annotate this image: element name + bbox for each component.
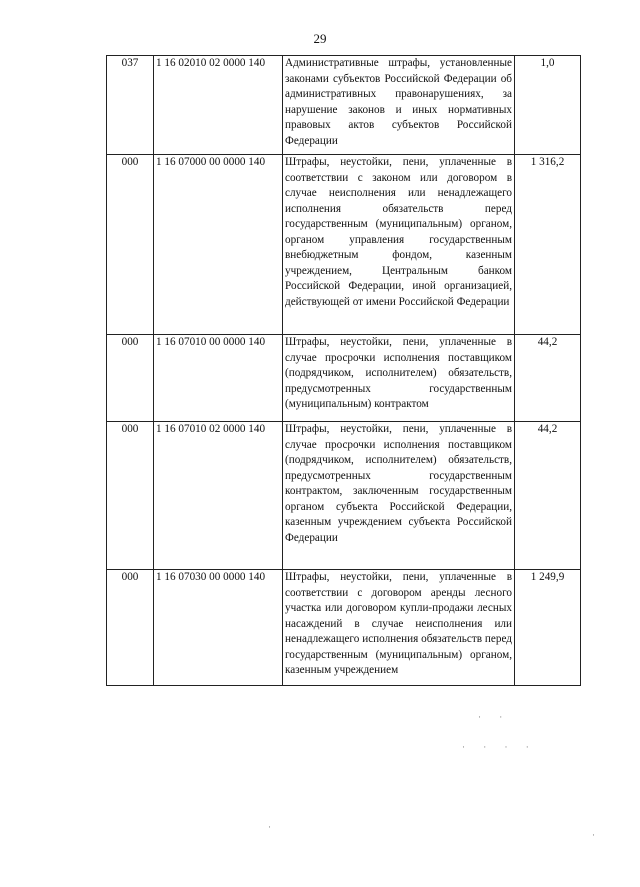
amount-cell: 1,0 [515, 56, 581, 155]
admin-code-cell: 000 [107, 155, 154, 335]
table-row [107, 155, 581, 335]
amount-cell: 1 316,2 [515, 155, 581, 335]
admin-code-cell: 000 [107, 570, 154, 686]
kbk-code-cell: 1 16 07010 00 0000 140 [154, 335, 283, 422]
table-row [107, 570, 581, 686]
admin-code-cell: 000 [107, 335, 154, 422]
kbk-code-cell: 1 16 07000 00 0000 140 [154, 155, 283, 335]
scan-specks: · [592, 830, 603, 840]
amount-cell: 44,2 [515, 422, 581, 570]
revenue-name-cell: Административные штрафы, установленные законами субъектов Российской Федерации об административных правонарушениях, за нарушение законов и иных нормативных правовых актов субъектов Российской Федерации [283, 56, 515, 155]
admin-code-cell: 037 [107, 56, 154, 155]
admin-code-cell: 000 [107, 422, 154, 570]
kbk-code-cell: 1 16 02010 02 0000 140 [154, 56, 283, 155]
scan-specks: · · [478, 712, 511, 722]
kbk-code-cell: 1 16 07010 02 0000 140 [154, 422, 283, 570]
revenue-name-cell: Штрафы, неустойки, пени, уплаченные в соответствии с договором аренды лесного участка или договором купли-продажи лесных насаждений в случае неисполнения или ненадлежащего исполнения обязательств перед государственным (муниципальным) органом, казенным учреждением [283, 570, 515, 686]
table-row [107, 56, 581, 155]
scan-specks: · · · · [462, 742, 537, 752]
table-row [107, 422, 581, 570]
amount-cell: 44,2 [515, 335, 581, 422]
revenue-name-cell: Штрафы, неустойки, пени, уплаченные в случае просрочки исполнения поставщиком (подрядчиком, исполнителем) обязательств, предусмотренных государственным (муниципальным) контрактом [283, 335, 515, 422]
page-number: 29 [313, 31, 327, 46]
revenue-table [106, 55, 581, 686]
revenue-name-cell: Штрафы, неустойки, пени, уплаченные в соответствии с законом или договором в случае неисполнения или ненадлежащего исполнения обязательств перед государственным (муниципальным) органом, органом управления государственным внебюджетным фондом, казенным учреждением, Центральным банком Российской Федерации, иной организацией, действующей от имени Российской Федерации [283, 155, 515, 335]
revenue-name-cell: Штрафы, неустойки, пени, уплаченные в случае просрочки исполнения поставщиком (подрядчиком, исполнителем) обязательств, предусмотренных государственным контрактом, заключенным государственным органом субъекта Российской Федерации, казенным учреждением субъекта Российской Федерации [283, 422, 515, 570]
kbk-code-cell: 1 16 07030 00 0000 140 [154, 570, 283, 686]
table-row [107, 335, 581, 422]
scan-specks: · [268, 822, 279, 832]
amount-cell: 1 249,9 [515, 570, 581, 686]
